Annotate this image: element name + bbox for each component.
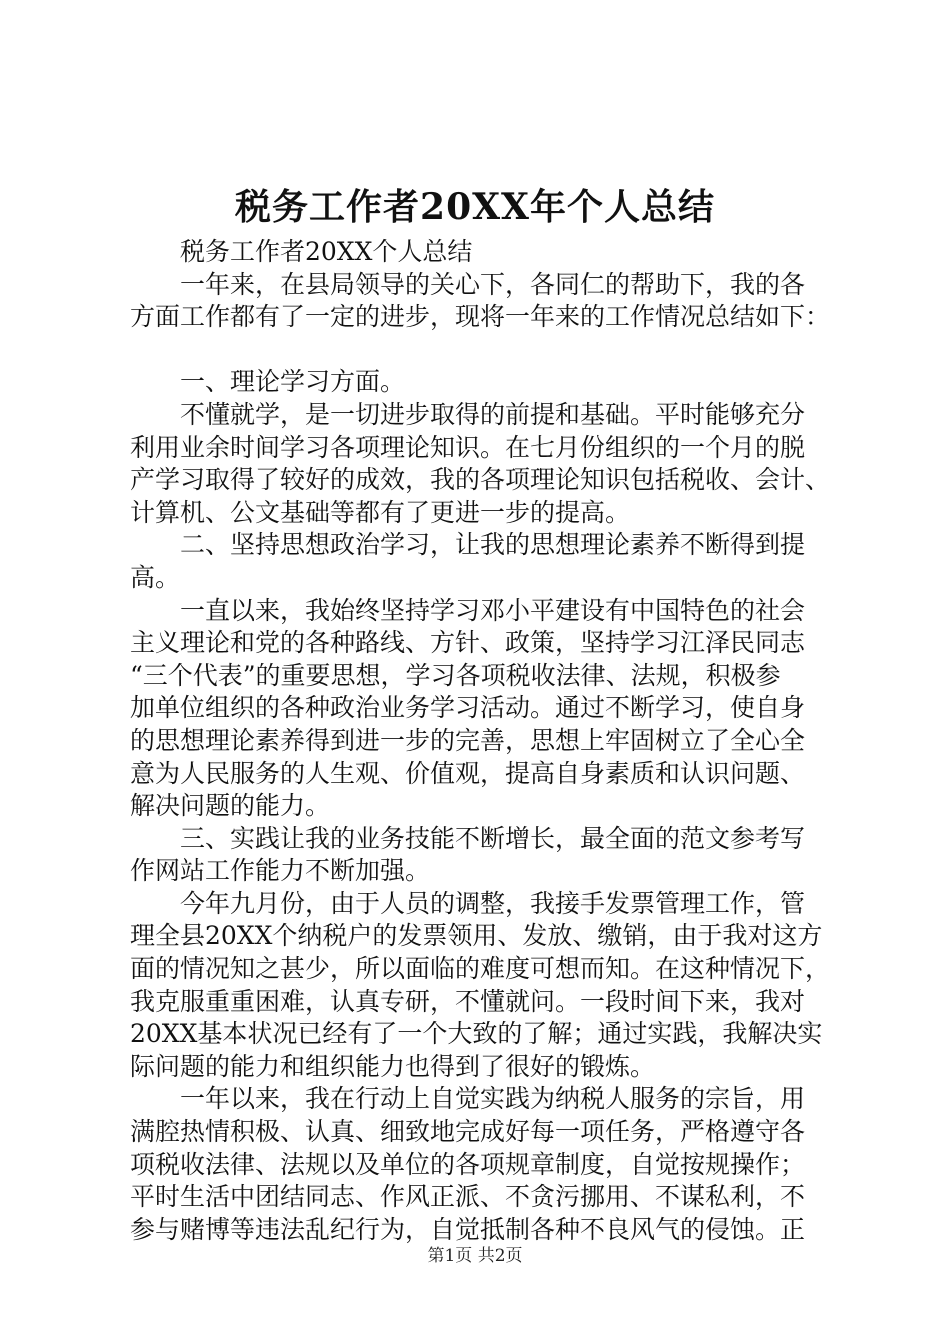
text-line: 我克服重重困难，认真专研，不懂就问。一段时间下来，我对	[130, 986, 806, 1016]
text-line: 一年来，在县局领导的关心下，各同仁的帮助下，我的各	[180, 269, 806, 299]
text-line: 二、坚持思想政治学习，让我的思想理论素养不断得到提	[180, 530, 806, 560]
text-line: 利用业余时间学习各项理论知识。在七月份组织的一个月的脱	[130, 432, 806, 462]
text-line: 不懂就学，是一切进步取得的前提和基础。平时能够充分	[180, 399, 806, 429]
text-line: 税务工作者20XX个人总结	[180, 237, 473, 266]
text-line: 一、理论学习方面。	[180, 367, 406, 397]
text-line: 今年九月份，由于人员的调整，我接手发票管理工作，管	[180, 888, 806, 918]
page-number: 第1页 共2页	[427, 1246, 523, 1266]
text-line: 高。	[130, 562, 181, 592]
text-line: 一年以来，我在行动上自觉实践为纳税人服务的宗旨，用	[180, 1084, 806, 1114]
text-line: 满腔热情积极、认真、细致地完成好每一项任务，严格遵守各	[130, 1117, 806, 1147]
text-line: 一直以来，我始终坚持学习邓小平建设有中国特色的社会	[180, 595, 806, 625]
text-line: 面的情况知之甚少，所以面临的难度可想而知。在这种情况下，	[130, 954, 831, 984]
text-line: 平时生活中团结同志、作风正派、不贪污挪用、不谋私利，不	[130, 1182, 806, 1212]
text-line: 主义理论和党的各种路线、方针、政策，坚持学习江泽民同志	[130, 628, 806, 658]
text-line: 参与赌博等违法乱纪行为，自觉抵制各种不良风气的侵蚀。正	[130, 1214, 806, 1244]
text-line: 产学习取得了较好的成效，我的各项理论知识包括税收、会计、	[130, 465, 831, 495]
text-line: 20XX基本状况已经有了一个大致的了解；通过实践，我解决实	[130, 1019, 823, 1049]
text-line: 项税收法律、法规以及单位的各项规章制度，自觉按规操作；	[130, 1149, 806, 1179]
text-line: 计算机、公文基础等都有了更进一步的提高。	[130, 497, 631, 527]
text-line: 三、实践让我的业务技能不断增长，最全面的范文参考写	[180, 823, 806, 853]
text-line: 方面工作都有了一定的进步，现将一年来的工作情况总结如下：	[130, 302, 831, 332]
text-line: 理全县20XX个纳税户的发票领用、发放、缴销，由于我对这方	[130, 921, 823, 951]
text-line: 解决问题的能力。	[130, 791, 331, 821]
text-line: 作网站工作能力不断加强。	[130, 856, 431, 886]
document-body	[130, 236, 832, 1246]
document-title: 税务工作者20XX年个人总结	[235, 186, 715, 228]
text-line: 的思想理论素养得到进一步的完善，思想上牢固树立了全心全	[130, 725, 806, 755]
text-line: “三个代表”的重要思想，学习各项税收法律、法规，积极参	[130, 660, 781, 690]
text-line: 加单位组织的各种政治业务学习活动。通过不断学习，使自身	[130, 693, 806, 723]
text-line	[130, 334, 832, 367]
text-line: 意为人民服务的人生观、价值观，提高自身素质和认识问题、	[130, 758, 806, 788]
text-line: 际问题的能力和组织能力也得到了很好的锻炼。	[130, 1051, 656, 1081]
